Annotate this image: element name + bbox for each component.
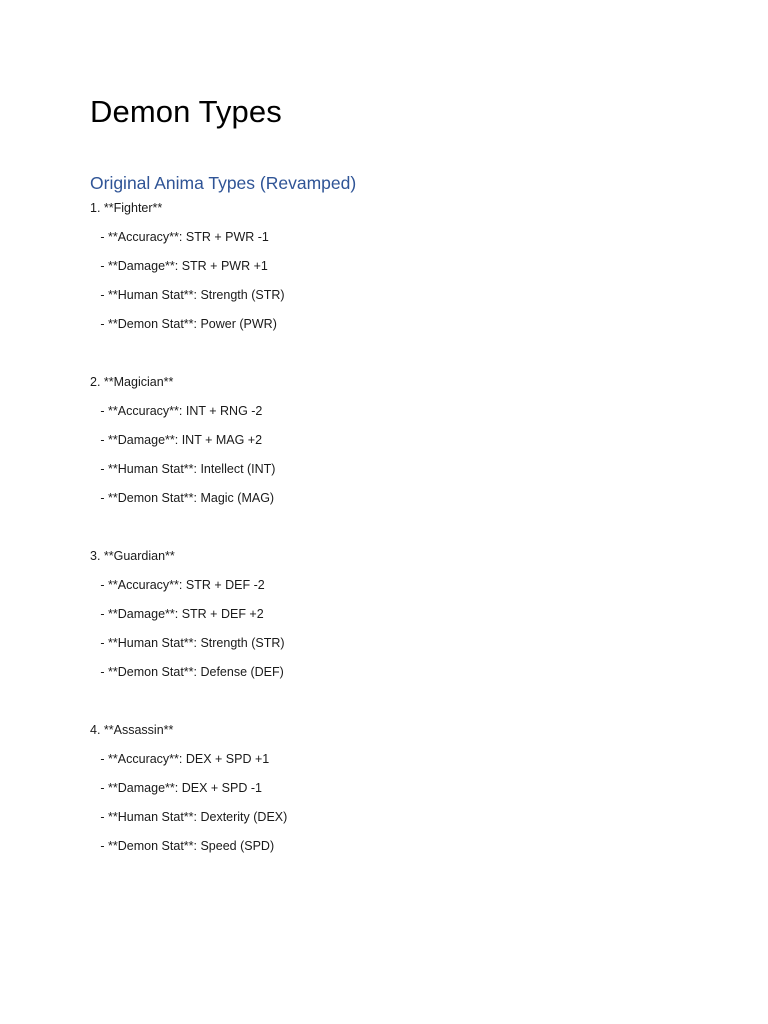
accuracy-line: - **Accuracy**: DEX + SPD +1 bbox=[90, 752, 270, 766]
type-block-guardian bbox=[90, 547, 710, 692]
demon-stat-line: - **Demon Stat**: Magic (MAG) bbox=[90, 491, 275, 505]
damage-line: - **Damage**: INT + MAG +2 bbox=[90, 433, 263, 447]
human-stat-line: - **Human Stat**: Strength (STR) bbox=[90, 636, 285, 650]
damage-line: - **Damage**: STR + PWR +1 bbox=[90, 259, 268, 273]
demon-stat-line: - **Demon Stat**: Power (PWR) bbox=[90, 317, 277, 331]
accuracy-line: - **Accuracy**: STR + DEF -2 bbox=[90, 578, 265, 592]
damage-line: - **Damage**: DEX + SPD -1 bbox=[90, 781, 262, 795]
type-header: 3. **Guardian** bbox=[90, 549, 175, 563]
page-title: Demon Types bbox=[90, 94, 282, 129]
human-stat-line: - **Human Stat**: Dexterity (DEX) bbox=[90, 810, 288, 824]
type-block-assassin bbox=[90, 721, 710, 866]
type-header: 2. **Magician** bbox=[90, 375, 174, 389]
type-block-magician bbox=[90, 373, 710, 518]
type-header: 4. **Assassin** bbox=[90, 723, 174, 737]
accuracy-line: - **Accuracy**: INT + RNG -2 bbox=[90, 404, 263, 418]
type-block-fighter bbox=[90, 199, 710, 344]
human-stat-line: - **Human Stat**: Strength (STR) bbox=[90, 288, 285, 302]
accuracy-line: - **Accuracy**: STR + PWR -1 bbox=[90, 230, 269, 244]
type-header: 1. **Fighter** bbox=[90, 201, 163, 215]
demon-stat-line: - **Demon Stat**: Speed (SPD) bbox=[90, 839, 275, 853]
damage-line: - **Damage**: STR + DEF +2 bbox=[90, 607, 264, 621]
type-list bbox=[90, 199, 710, 895]
human-stat-line: - **Human Stat**: Intellect (INT) bbox=[90, 462, 276, 476]
demon-stat-line: - **Demon Stat**: Defense (DEF) bbox=[90, 665, 284, 679]
section-heading: Original Anima Types (Revamped) bbox=[90, 173, 357, 193]
